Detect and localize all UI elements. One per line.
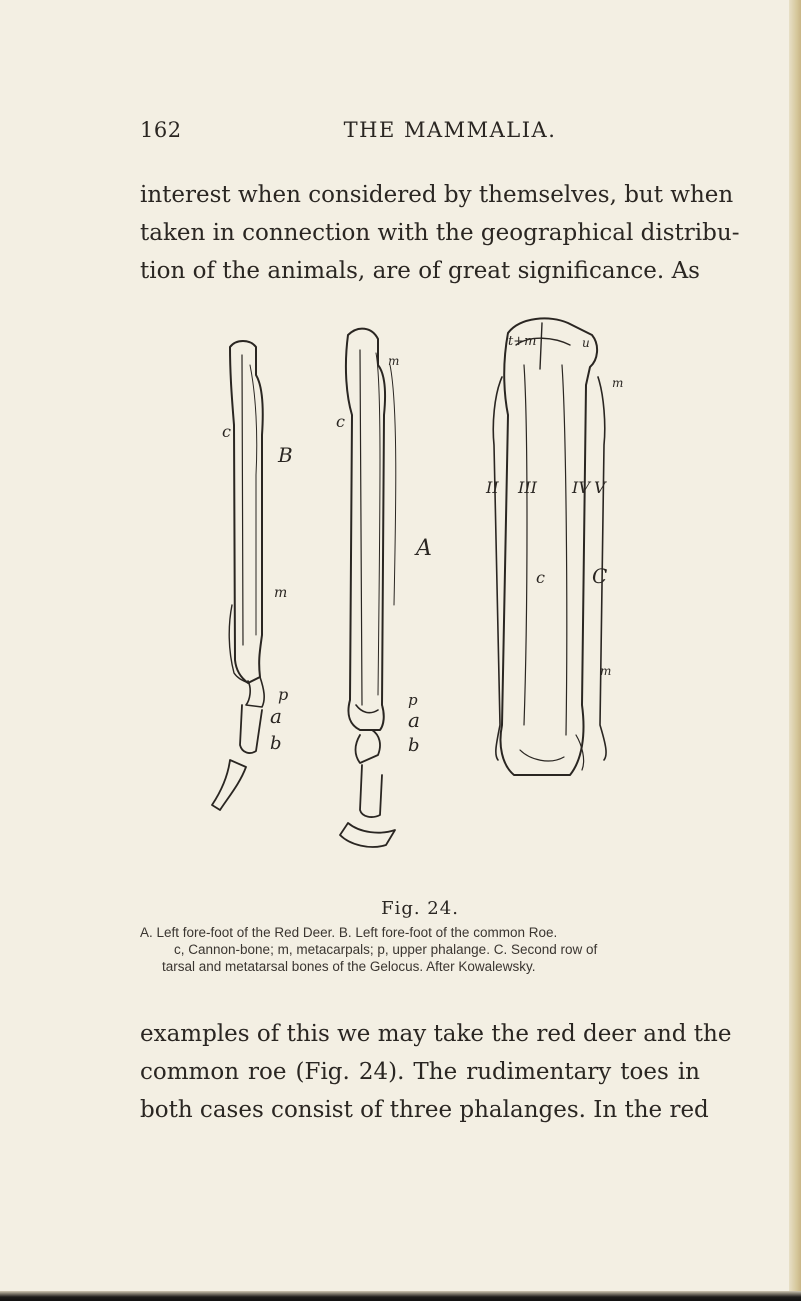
text-line: taken in connection with the geographical distribu- bbox=[140, 220, 740, 246]
figure-c-bones bbox=[493, 318, 606, 775]
text-line: common roe (Fig. 24). The rudimentary toes in bbox=[140, 1059, 700, 1085]
label-IV: IV bbox=[572, 478, 590, 497]
body-paragraph-top bbox=[140, 176, 740, 290]
label-B: B bbox=[278, 443, 293, 467]
label-m-mid: m bbox=[388, 354, 400, 368]
text-line: interest when considered by themselves, but when bbox=[140, 182, 734, 208]
running-title: THE MAMMALIA. bbox=[343, 118, 557, 142]
label-c-left: c bbox=[222, 422, 231, 441]
label-tm: t+m bbox=[508, 334, 537, 349]
label-c-right: c bbox=[536, 568, 545, 587]
caption-line: c, Cannon-bone; m, metacarpals; p, upper phalange. C. Second row of bbox=[174, 942, 598, 957]
label-A: A bbox=[416, 536, 432, 561]
label-a-left: a bbox=[270, 704, 282, 728]
label-b-mid: b bbox=[408, 735, 420, 756]
label-a-mid: a bbox=[408, 708, 420, 732]
bone-drawing bbox=[190, 305, 630, 895]
label-m-right: m bbox=[612, 376, 624, 390]
label-II: II bbox=[486, 478, 499, 497]
text-line: both cases consist of three phalanges. In the red bbox=[140, 1097, 709, 1123]
label-C: C bbox=[592, 564, 608, 588]
bone-illustration bbox=[190, 305, 630, 895]
label-m-left: m bbox=[274, 585, 288, 601]
text-line: examples of this we may take the red deer and the bbox=[140, 1021, 732, 1047]
label-m-right-low: m bbox=[600, 664, 612, 678]
figure-a-bones bbox=[340, 329, 396, 847]
label-III: III bbox=[518, 478, 537, 497]
caption-line: tarsal and metatarsal bones of the Gelocus. After Kowalewsky. bbox=[162, 959, 536, 974]
page-number: 162 bbox=[140, 118, 182, 142]
scan-bottom-edge bbox=[0, 1291, 801, 1301]
caption-line: A. Left fore-foot of the Red Deer. B. Left fore-foot of the common Roe. bbox=[140, 925, 558, 940]
figure-b-bones bbox=[212, 341, 264, 810]
body-paragraph-bottom bbox=[140, 1015, 732, 1129]
figure-label: Fig. 24. bbox=[381, 898, 459, 919]
label-p-left: p bbox=[278, 685, 289, 704]
label-u: u bbox=[582, 336, 590, 350]
label-b-left: b bbox=[270, 733, 282, 754]
label-p-mid: p bbox=[408, 691, 418, 709]
label-c-mid: c bbox=[336, 412, 345, 431]
page-edge bbox=[789, 0, 801, 1301]
text-line: tion of the animals, are of great significance. As bbox=[140, 258, 700, 284]
running-head bbox=[140, 118, 700, 148]
figure-caption bbox=[140, 924, 700, 975]
label-V: V bbox=[594, 478, 606, 497]
